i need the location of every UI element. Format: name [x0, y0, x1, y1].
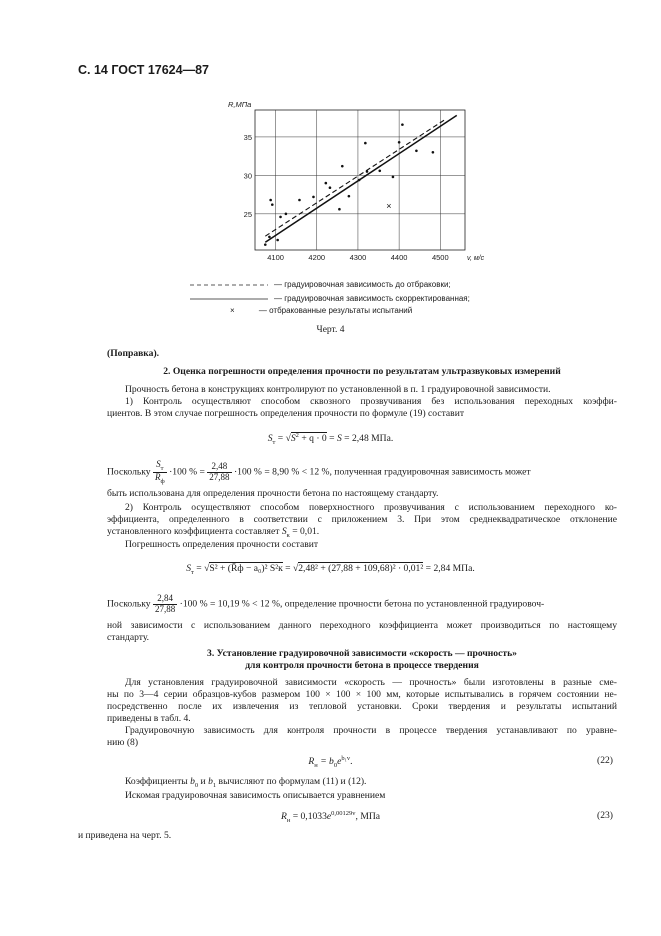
- section-2-heading: 2. Оценка погрешности определения прочности по результатам ультразвуковых измерений: [163, 366, 561, 377]
- data-point: [285, 213, 288, 216]
- page-header: С. 14 ГОСТ 17624—87: [78, 63, 209, 77]
- para-5: Погрешность определения прочности составит: [125, 539, 319, 550]
- y-tick-label: 35: [243, 132, 252, 142]
- rejected-point: ×: [386, 201, 392, 212]
- y-tick-label: 25: [243, 209, 252, 219]
- legend-rejected-label: — отбракованные результаты испытаний: [258, 306, 413, 315]
- para-11: и приведена на черт. 5.: [78, 830, 172, 841]
- data-point: [348, 195, 351, 198]
- para-4-line-1: 2) Контроль осуществляют способом поверхностного прозвучивания с использованием переходного ко-: [125, 502, 617, 513]
- para-6-line-3: стандарту.: [107, 632, 150, 643]
- para-1: Прочность бетона в конструкциях контролируют по установленной в п. 1 градуировочной зависимости.: [125, 384, 551, 395]
- data-point: [269, 199, 272, 202]
- legend-dashed-label: — градуировочная зависимость до отбраковки;: [274, 280, 451, 289]
- data-point: [358, 179, 361, 182]
- x-tick-label: 4500: [431, 253, 449, 262]
- x-tick-label: 4300: [349, 253, 367, 262]
- data-point: [401, 123, 404, 126]
- para-7-line-3: посредственно после их извлечения из тепловой установки. Сроки твердения и результаты испытаний: [107, 701, 617, 712]
- data-point: [366, 170, 369, 173]
- equation-number-23: (23): [597, 810, 613, 821]
- x-axis-label: v, м/с: [467, 255, 485, 262]
- legend-dashed: [190, 280, 451, 291]
- data-point: [415, 149, 418, 152]
- calibration-chart: [210, 96, 510, 276]
- fraction-284-2788: $\frac{2,84}{27,88}$: [154, 593, 176, 614]
- section-3-heading-line-2: для контроля прочности бетона в процессе твердения: [245, 660, 479, 671]
- para-9: Коэффициенты $b_0$ и $b_1$ вычисляют по формулам (11) и (12).: [125, 776, 367, 789]
- para-10: Искомая градуировочная зависимость описывается уравнением: [125, 790, 386, 801]
- para-3-line-2: быть использована для определения прочности бетона по настоящему стандарту.: [107, 488, 439, 499]
- para-4-line-2: эффициента, определенного в соответствии с приложением 3. При этом среднеквадратическое отклонение: [107, 514, 617, 525]
- y-tick-label: 30: [243, 171, 252, 181]
- legend-solid-label: — градуировочная зависимость скорректированная;: [274, 294, 470, 303]
- fraction-248-2788: $\frac{2,48}{27,88}$: [209, 461, 230, 482]
- data-point: [312, 196, 315, 199]
- formula-s-t-surface: $S_т = √S^2$ + (R̄ф − a₀)² S²к = √2,48² + (27,88 + 109,68)² · 0,01² = 2,84 МПа.: [186, 563, 475, 576]
- correction-note: (Поправка).: [107, 348, 160, 359]
- y-axis-label: R,МПа: [228, 100, 252, 109]
- data-point: [271, 203, 274, 206]
- x-tick-label: 4400: [390, 253, 408, 262]
- legend-solid-swatch: [190, 297, 270, 301]
- para-3-line-1: Поскольку $\frac{S_т}{R_ф}$ ·100 % = $\frac{2,48}{27,88}$ ·100 % = 8,90 % < 12 %, полученная градуировочная зависимость может: [107, 459, 531, 485]
- equation-number-22: (22): [597, 755, 613, 766]
- para-2-line-2: циентов. В этом случае погрешность определения прочности по формуле (19) составит: [107, 408, 465, 419]
- formula-23: $R_н = 0,1033e^{0,00129v}$, МПа: [280, 810, 381, 825]
- para-4-line-3: установленного коэффициента составляет $S_к = 0,01$.: [107, 526, 320, 539]
- para-8-line-1: Градуировочную зависимость для контроля прочности в процессе твердения устанавливают по уравне-: [125, 725, 617, 736]
- para-7-line-1: Для установления градуировочной зависимости «скорость — прочность» были изготовлены в разные сме-: [125, 677, 617, 688]
- para-7-line-2: ны по 3—4 серии образцов-кубов размером 100 × 100 × 100 мм, которые испытывались в горячем состоянии не-: [107, 689, 617, 700]
- para-7-line-4: приведены в табл. 4.: [107, 713, 191, 724]
- data-point: [398, 141, 401, 144]
- x-tick-label: 4100: [267, 253, 284, 262]
- data-point: [378, 169, 381, 172]
- para-6-line-1: Поскольку $\frac{2,84}{27,88}$ ·100 % = 10,19 % < 12 %, определение прочности бетона по установленной градуировоч-: [107, 593, 545, 614]
- data-point: [298, 199, 301, 202]
- legend-solid: [190, 294, 470, 305]
- data-point: [325, 182, 328, 185]
- series-line-corrected: [265, 115, 456, 242]
- series-line-before-rejection: [265, 120, 444, 236]
- para-6-line-2: ной зависимости с использованием данного переходного коэффициента может производиться по настоящему: [107, 620, 617, 631]
- data-point: [392, 176, 395, 179]
- data-point: [364, 142, 367, 145]
- para-8-line-2: нию (8): [107, 737, 139, 748]
- data-point: [329, 186, 332, 189]
- section-3-heading-line-1: 3. Установление градуировочной зависимости «скорость — прочность»: [207, 648, 517, 659]
- data-point: [338, 208, 341, 211]
- legend-dashed-swatch: [190, 283, 270, 287]
- legend-rejected: [230, 306, 412, 317]
- fraction-st-rf: $\frac{S_т}{R_ф}$: [154, 459, 165, 485]
- data-point: [341, 165, 344, 168]
- formula-22: $R_н = b_0e^{b_1v}$.: [308, 755, 353, 770]
- legend-cross-icon: ×: [230, 306, 235, 315]
- data-point: [279, 216, 282, 219]
- para-2-line-1: 1) Контроль осуществляют способом сквозного прозвучивания без использования переходных коэффи-: [125, 396, 617, 407]
- data-point: [432, 151, 435, 154]
- figure-caption: Черт. 4: [316, 325, 345, 335]
- data-point: [268, 236, 271, 239]
- data-point: [264, 243, 267, 246]
- data-point: [276, 239, 279, 242]
- x-tick-label: 4200: [308, 253, 326, 262]
- formula-s-t: $S_т = √S^2 + q \cdot 0 = S = 2,48$ МПа.: [267, 432, 394, 447]
